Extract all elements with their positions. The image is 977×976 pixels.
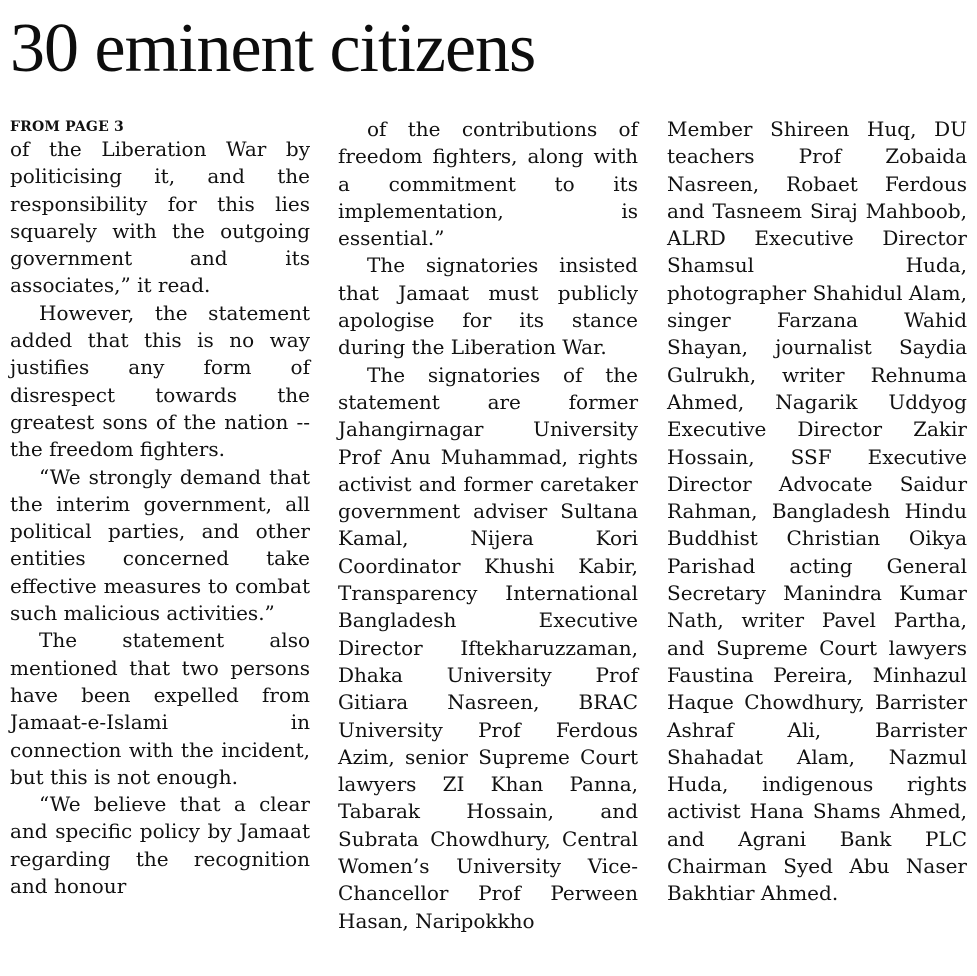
article-column-2 <box>338 116 638 935</box>
paragraph: Member Shireen Huq, DU teachers Prof Zobaida Nasreen, Robaet Ferdous and Tasneem Siraj Mahboob, ALRD Executive Director Shamsul Huda, photographer Shahidul Alam, singer Farzana Wahid Shayan, journalist Saydia Gulrukh, writer Rehnuma Ahmed, Nagarik Uddyog Executive Director Zakir Hossain, SSF Executive Director Advocate Saidur Rahman, Bangladesh Hindu Buddhist Christian Oikya Parishad acting General Secretary Manindra Kumar Nath, writer Pavel Partha, and Supreme Court lawyers Faustina Pereira, Minhazul Haque Chowdhury, Barrister Ashraf Ali, Barrister Shahadat Alam, Nazmul Huda, indigenous rights activist Hana Shams Ahmed, and Agrani Bank PLC Chairman Syed Abu Naser Bakhtiar Ahmed. <box>667 117 967 906</box>
paragraph: The signatories of the statement are former Jahangirnagar University Prof Anu Muhammad, rights activist and former caretaker government adviser Sultana Kamal, Nijera Kori Coordinator Khushi Kabir, Transparency International Bangladesh Executive Director Iftekharuzzaman, Dhaka University Prof Gitiara Nasreen, BRAC University Prof Ferdous Azim, senior Supreme Court lawyers ZI Khan Panna, Tabarak Hossain, and Subrata Chowdhury, Central Women’s University Vice-Chancellor Prof Perween Hasan, Naripokkho <box>338 362 638 933</box>
article-column-3 <box>667 116 967 908</box>
paragraph: of the contributions of freedom fighters, along with a commitment to its implementation, is essential.” <box>338 117 638 251</box>
paragraph: of the Liberation War by politicising it, and the responsibility for this lies squarely with the outgoing government and its associates,” it read. <box>10 137 310 298</box>
continued-from-kicker: FROM PAGE 3 <box>10 119 124 135</box>
paragraph: “We strongly demand that the interim government, all political parties, and other entities concerned take effective measures to combat such malicious activities.” <box>10 464 310 626</box>
paragraph: The signatories insisted that Jamaat must publicly apologise for its stance during the Liberation War. <box>338 253 638 360</box>
headline: 30 eminent citizens <box>10 10 536 87</box>
paragraph: The statement also mentioned that two persons have been expelled from Jamaat-e-Islami in connection with the incident, but this is not enough. <box>10 628 310 789</box>
paragraph: However, the statement added that this is no way justifies any form of disrespect towards the greatest sons of the nation -- the freedom fighters. <box>10 300 310 462</box>
article-column-1 <box>10 118 310 900</box>
paragraph: “We believe that a clear and specific policy by Jamaat regarding the recognition and honour <box>10 792 310 899</box>
